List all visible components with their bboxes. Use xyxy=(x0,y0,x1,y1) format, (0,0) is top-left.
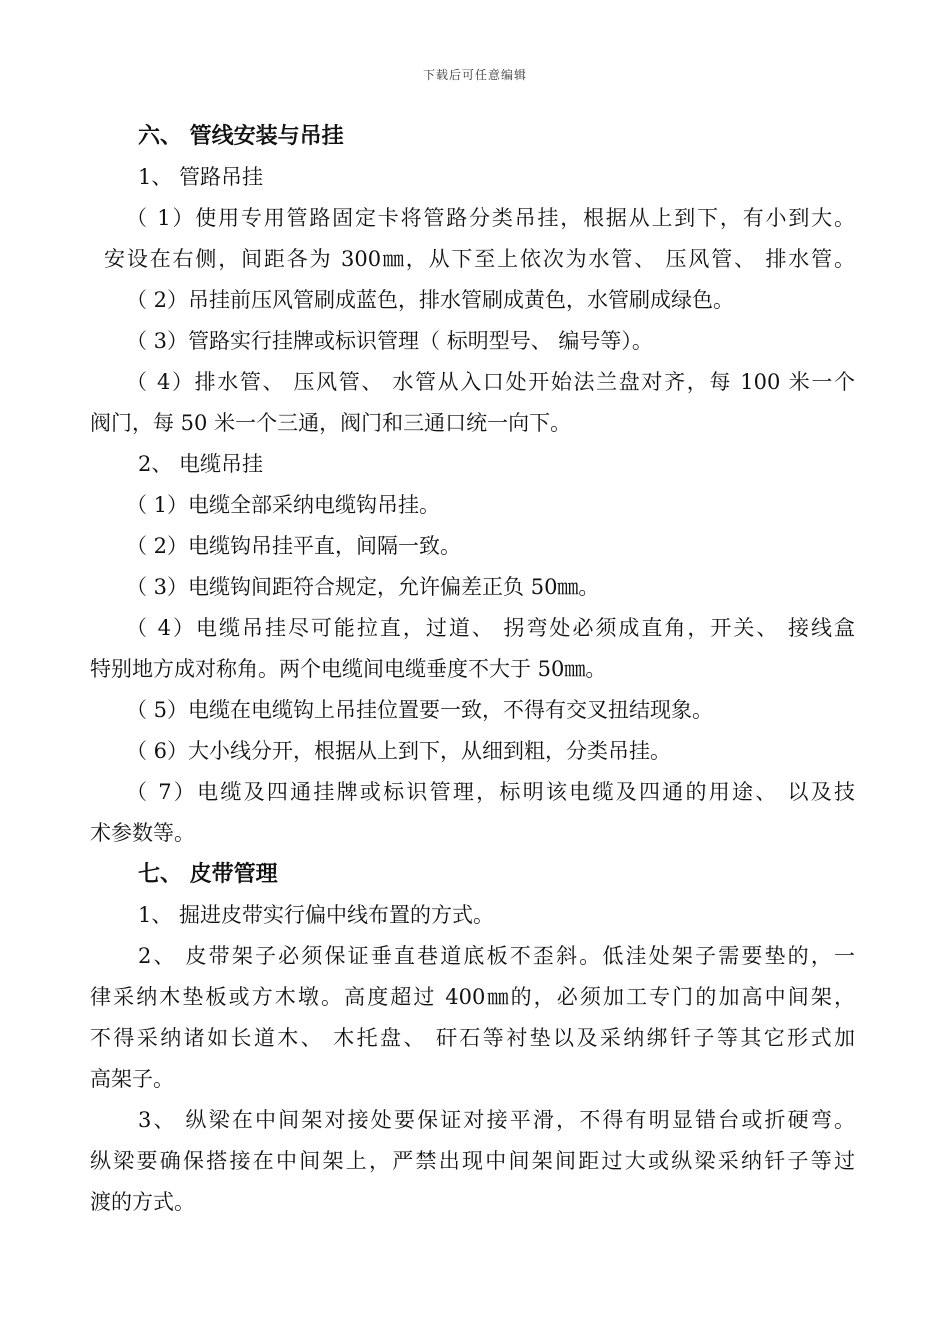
subsection-1-title: 1、 管路吊挂 xyxy=(138,165,264,189)
pipe-item-4-line-1: （ 4）排水管、 压风管、 水管从入口处开始法兰盘对齐，每 100 米一个 xyxy=(126,370,855,394)
cable-item-7-line-2: 术参数等。 xyxy=(90,821,195,845)
cable-item-5: （ 5）电缆在电缆钩上吊挂位置要一致，不得有交叉扭结现象。 xyxy=(126,698,714,722)
header-note: 下载后可任意编辑 xyxy=(422,68,527,82)
section-6-heading: 六、 管线安装与吊挂 xyxy=(138,123,344,149)
subsection-2-title: 2、 电缆吊挂 xyxy=(138,452,264,476)
belt-paragraph-2-line-2: 律采纳木垫板或方木墩。高度超过 400㎜的，必须加工专门的加高中间架， xyxy=(90,985,855,1009)
cable-item-6: （ 6）大小线分开，根据从上到下，从细到粗，分类吊挂。 xyxy=(126,739,672,763)
belt-paragraph-3-line-2: 纵梁要确保搭接在中间架上，严禁出现中间架间距过大或纵梁采纳钎子等过 xyxy=(90,1149,855,1173)
pipe-item-2: （ 2）吊挂前压风管刷成蓝色，排水管刷成黄色，水管刷成绿色。 xyxy=(126,288,735,312)
cable-item-3: （ 3）电缆钩间距符合规定，允许偏差正负 50㎜。 xyxy=(126,575,600,599)
belt-paragraph-2-line-1: 2、 皮带架子必须保证垂直巷道底板不歪斜。低洼处架子需要垫的，一 xyxy=(138,944,855,968)
cable-item-4-line-1: （ 4）电缆吊挂尽可能拉直，过道、 拐弯处必须成直角，开关、 接线盒 xyxy=(126,616,855,640)
pipe-item-1-line-1: （ 1）使用专用管路固定卡将管路分类吊挂，根据从上到下，有小到大。 xyxy=(126,206,855,230)
pipe-item-3: （ 3）管路实行挂牌或标识管理（ 标明型号、 编号等）。 xyxy=(126,329,653,353)
document-body xyxy=(90,116,855,1223)
belt-paragraph-2-line-3: 不得采纳诸如长道木、 木托盘、 矸石等衬垫以及采纳绑钎子等其它形式加 xyxy=(90,1026,855,1050)
cable-item-2: （ 2）电缆钩吊挂平直，间隔一致。 xyxy=(126,534,462,558)
belt-paragraph-2-line-4: 高架子。 xyxy=(90,1067,174,1091)
belt-paragraph-1: 1、 掘进皮带实行偏中线布置的方式。 xyxy=(138,903,495,927)
cable-item-4-line-2: 特别地方成对称角。两个电缆间电缆垂度不大于 50㎜。 xyxy=(90,657,607,681)
pipe-item-4-line-2: 阀门，每 50 米一个三通，阀门和三通口统一向下。 xyxy=(90,411,572,435)
cable-item-1: （ 1）电缆全部采纳电缆钩吊挂。 xyxy=(126,493,441,517)
cable-item-7-line-1: （ 7）电缆及四通挂牌或标识管理，标明该电缆及四通的用途、 以及技 xyxy=(126,780,855,804)
pipe-item-1-line-2: 安设在右侧，间距各为 300㎜，从下至上依次为水管、 压风管、 排水管。 xyxy=(104,247,855,271)
belt-paragraph-3-line-3: 渡的方式。 xyxy=(90,1190,195,1214)
section-7-heading: 七、 皮带管理 xyxy=(138,861,278,887)
belt-paragraph-3-line-1: 3、 纵梁在中间架对接处要保证对接平滑，不得有明显错台或折硬弯。 xyxy=(138,1108,855,1132)
